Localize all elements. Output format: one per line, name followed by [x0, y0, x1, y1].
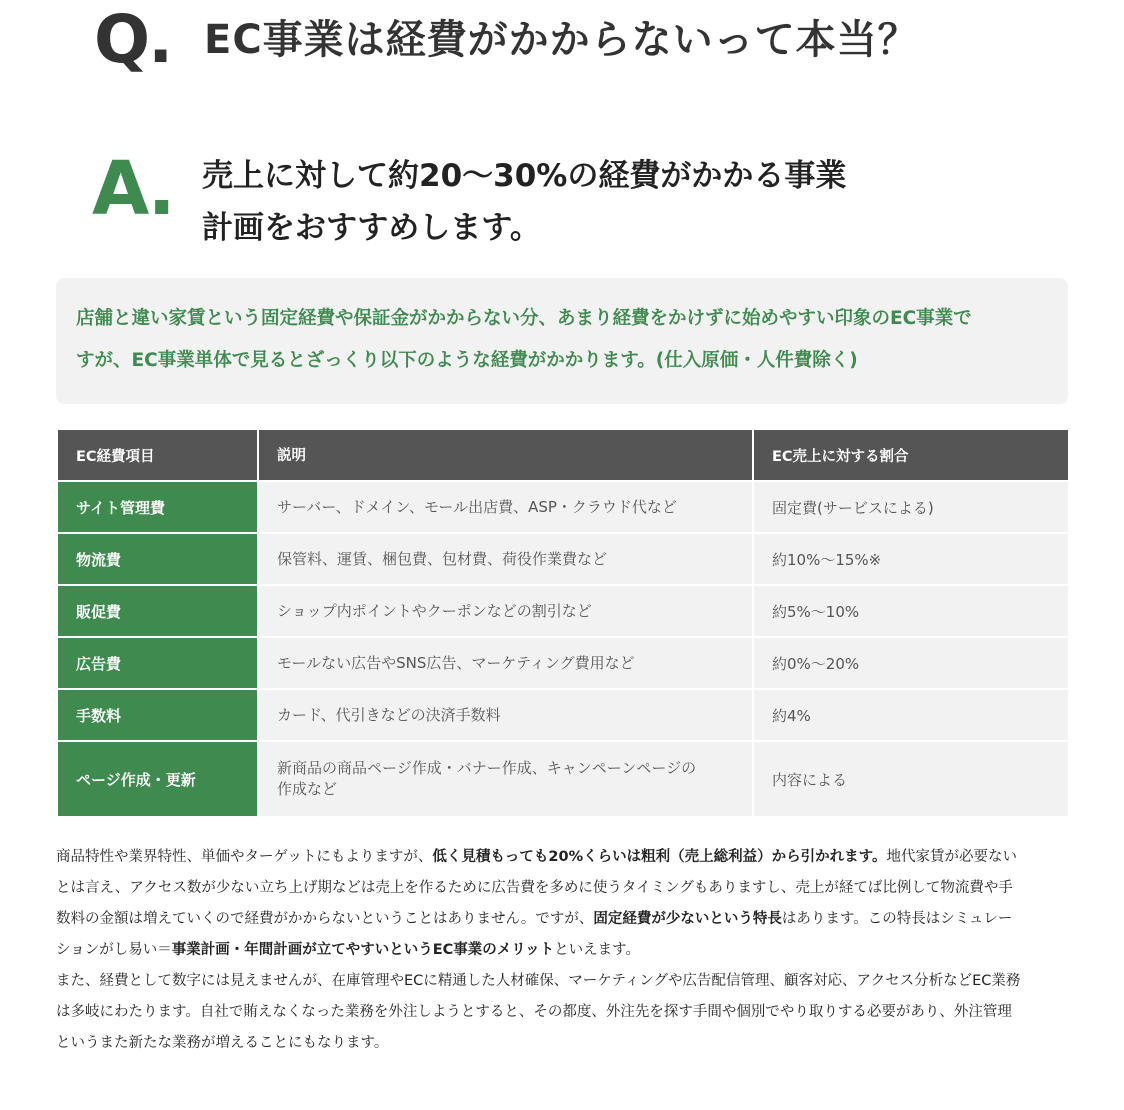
row-description: 保管料、運賃、梱包費、包材費、荷役作業費など [258, 533, 753, 585]
answer-mark: A. [92, 146, 173, 232]
row-description [258, 741, 753, 817]
row-ratio: 内容による [753, 741, 1069, 817]
notes-text: 数料の金額は増えていくので経費がかからないということはありません。ですが、 [56, 911, 594, 927]
notes-body [56, 842, 1056, 1059]
notes-line [56, 904, 1056, 935]
answer-title [202, 150, 902, 254]
answer-title-line1: 売上に対して約20〜30%の経費がかかる事業 [202, 158, 847, 194]
intro-line2: すが、EC事業単体で見るとざっくり以下のような経費がかかります。(仕入原価・人件費除く) [76, 350, 858, 371]
row-item: 広告費 [57, 637, 258, 689]
row-item: ページ作成・更新 [57, 741, 258, 817]
question-heading [94, 1, 919, 78]
row-ratio: 固定費(サービスによる) [753, 481, 1069, 533]
row-item: 物流費 [57, 533, 258, 585]
table-row [57, 741, 1069, 817]
notes-text: はあります。この特長はシミュレー [781, 911, 1013, 927]
answer-heading [92, 146, 902, 254]
row-description: カード、代引きなどの決済手数料 [258, 689, 753, 741]
header-ratio: EC売上に対する割合 [753, 429, 1069, 481]
notes-emphasis: 固定経費が少ないという特長 [593, 911, 782, 927]
row-description: モールない広告やSNS広告、マーケティング費用など [258, 637, 753, 689]
row-ratio: 約4% [753, 689, 1069, 741]
row-ratio: 約0%〜20% [753, 637, 1069, 689]
table-row [57, 637, 1069, 689]
row-item: サイト管理費 [57, 481, 258, 533]
answer-title-line2: 計画をおすすめします。 [202, 210, 541, 246]
notes-line [56, 842, 1056, 873]
notes-text: 商品特性や業界特性、単価やターゲットにもよりますが、 [56, 849, 433, 865]
header-item: EC経費項目 [57, 429, 258, 481]
table-row [57, 585, 1069, 637]
notes-line: また、経費として数字には見えませんが、在庫管理やECに精通した人材確保、マーケティングや広告配信管理、顧客対応、アクセス分析などEC業務 [56, 973, 1021, 989]
row-description: ショップ内ポイントやクーポンなどの割引など [258, 585, 753, 637]
notes-line [56, 935, 1056, 966]
row-description: サーバー、ドメイン、モール出店費、ASP・クラウド代など [258, 481, 753, 533]
intro-line1: 店舗と違い家賃という固定経費や保証金がかからない分、あまり経費をかけずに始めやすい印象のEC事業で [76, 308, 972, 329]
table-row [57, 689, 1069, 741]
notes-text: といえます。 [554, 942, 641, 958]
notes-text: 地代家賃が必要ない [886, 849, 1017, 865]
question-title: EC事業は経費がかからないって本当？ [204, 17, 919, 63]
intro-box [56, 278, 1068, 404]
question-mark: Q. [94, 1, 172, 78]
table-row [57, 481, 1069, 533]
row-item: 手数料 [57, 689, 258, 741]
cost-table [56, 428, 1070, 818]
notes-emphasis: 低く見積もっても20%くらいは粗利（売上総利益）から引かれます。 [432, 849, 887, 865]
row-description-line2: 作成など [277, 780, 338, 798]
row-ratio: 約10%〜15%※ [753, 533, 1069, 585]
notes-line: というまた新たな業務が増えることにもなります。 [56, 1035, 389, 1051]
notes-line: は多岐にわたります。自社で賄えなくなった業務を外注しようとすると、その都度、外注先を探す手間や個別でやり取りする必要があり、外注管理 [56, 1004, 1012, 1020]
row-ratio: 約5%〜10% [753, 585, 1069, 637]
row-description-line1: 新商品の商品ページ作成・バナー作成、キャンペーンページの [277, 759, 697, 777]
row-item: 販促費 [57, 585, 258, 637]
table-row [57, 533, 1069, 585]
notes-emphasis: 事業計画・年間計画が立てやすいというEC事業のメリット [171, 942, 555, 958]
notes-text: ションがし易い＝ [56, 942, 172, 958]
header-description: 説明 [258, 429, 753, 481]
notes-line: とは言え、アクセス数が少ない立ち上げ期などは売上を作るために広告費を多めに使うタイミングもありますし、売上が経てば比例して物流費や手 [56, 880, 1013, 896]
